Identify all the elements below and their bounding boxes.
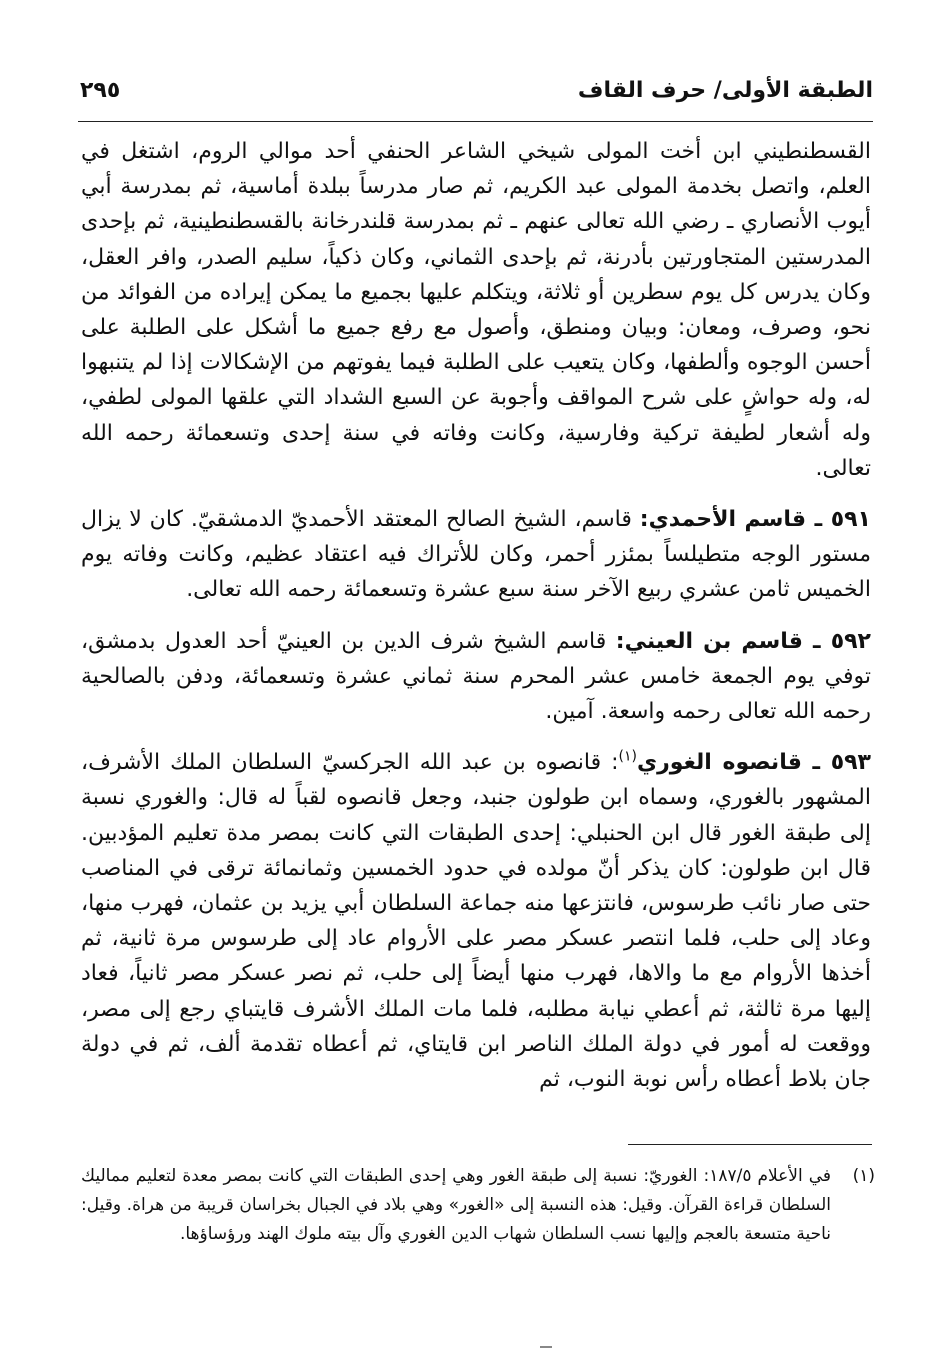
entry-593 bbox=[81, 745, 871, 1097]
entry-heading: ٥٩٢ ـ قاسم بن العيني: bbox=[615, 628, 871, 654]
footnote-rule bbox=[628, 1144, 872, 1145]
entry-text: قاسم الشيخ شرف الدين بن العينيّ أحد العدول بدمشق، توفي يوم الجمعة خامس عشر المحرم سنة ثماني عشرة وتسعمائة، ودفن بالصالحية رحمه الله تعالى رحمه واسعة. آمين. bbox=[81, 628, 871, 725]
entry-591 bbox=[81, 502, 871, 608]
entry-text: : قانصوه بن عبد الله الجركسيّ السلطان الملك الأشرف، المشهور بالغوري، وسماه ابن طولون جنبد، وجعل قانصوه لقباً له قال: والغوري نسبة إلى طبقة الغور قال ابن الحنبلي: إحدى الطبقات التي كانت بمصر مدة تعليم المؤدبين. قال ابن طولون: كان يذكر أنّ مولده في حدود الخمسين وثمانمائة ترقى في المناصب حتى صار نائب طرسوس، فانتزعها منه جماعة السلطان أبي يزيد بن عثمان، فهرب منها، وعاد إلى حلب، فلما انتصر عسكر مصر على الأروام عاد إلى طرسوس مرة ثانية، ثم أخذها الأروام مع ما والاها، فهرب منها أيضاً إلى حلب، ثم نصر عسكر مصر ثانياً، فعاد إليها مرة ثالثة، ثم أعطي نيابة مطلبه، فلما مات الملك الأشرف قايتباي رجع إلى مصر، ووقعت له أمور في دولة الملك الناصر ابن قايتاي، ثم أعطاه تقدمة ألف، ثم في دولة جان بلاط أعطاه رأس نوبة النوب، ثم bbox=[81, 750, 871, 1093]
paragraph-continuation bbox=[81, 134, 871, 486]
header-rule bbox=[78, 121, 873, 122]
entry-heading: ٥٩١ ـ قاسم الأحمدي: bbox=[639, 507, 871, 533]
page-header bbox=[80, 72, 873, 120]
footnote-number: (١) bbox=[852, 1166, 875, 1186]
page-number: ٢٩٥ bbox=[80, 78, 121, 103]
footnote-text: في الأعلام ١٨٧/٥: الغوريّ: نسبة إلى طبقة الغور وهي إحدى الطبقات التي كانت بمصر معدة لتعليم مماليك السلطان قراءة القرآن. وقيل: هذه النسبة إلى «الغور» وهي بلاد في الجبال بخراسان قريبة من هراة. وقيل: ناحية متسعة بالعجم وإليها نسب السلطان شهاب الدين الغوري وآل بيته ملوك الهند ورؤساؤها. bbox=[81, 1166, 832, 1244]
paragraph-text: القسطنطيني ابن أخت المولى شيخي الشاعر الحنفي أحد موالي الروم، اشتغل في العلم، واتصل بخدمة المولى عبد الكريم، ثم صار مدرساً ببلدة أماسية، ثم بمدرسة أبي أيوب الأنصاري ـ رضي الله تعالى عنهم ـ ثم بمدرسة قلندرخانة بالقسطنطينية، ثم بإحدى المدرستين المتجاورتين بأدرنة، ثم بإحدى الثماني، وكان ذكياً، سليم الصدر، وافر العقل، وكان يدرس كل يوم سطرين أو ثلاثة، ويتكلم عليها بجميع ما يمكن إيراده من الفوائد من نحو، وصرف، ومعان: وبيان ومنطق، وأصول مع رفع جميع ما أشكل على الطلبة على أحسن الوجوه وألطفها، وكان يتعيب على الطلبة فيما يفوتهم من الإشكالات إذا لم يتنبهوا له، وله حواشٍ على شرح المواقف وأجوبة عن السبع الشداد التي علقها المولى لطفي، وله أشعار لطيفة تركية وفارسية، وكانت وفاته في سنة إحدى وتسعمائة رحمه الله تعالى. bbox=[81, 139, 871, 481]
footnote bbox=[81, 1162, 875, 1249]
entry-592 bbox=[81, 624, 871, 730]
footnote-reference: (١) bbox=[618, 748, 637, 765]
running-head: الطبقة الأولى/ حرف القاف bbox=[577, 78, 873, 103]
entry-text: قاسم، الشيخ الصالح المعتقد الأحمديّ الدمشقيّ. كان لا يزال مستور الوجه متطيلساً بمئزر أحمر، وكان للأتراك فيه اعتقاد عظيم، وكانت وفاته يوم الخميس ثامن عشري ربيع الآخر سنة سبع عشرة وتسعمائة رحمه الله تعالى. bbox=[81, 507, 871, 603]
main-text bbox=[81, 134, 871, 1113]
footnotes bbox=[81, 1162, 875, 1249]
scan-mark bbox=[540, 1346, 552, 1348]
entry-heading: ٥٩٣ ـ قانصوه الغوري bbox=[636, 750, 871, 776]
